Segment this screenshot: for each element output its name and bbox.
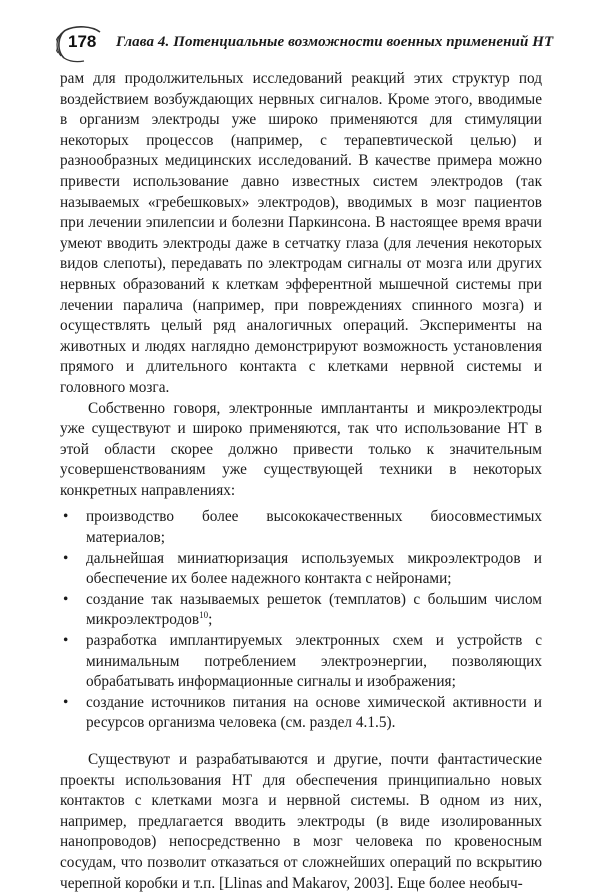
- list-item-punct: ;: [208, 611, 213, 629]
- page-header: [56, 24, 556, 64]
- paragraph-continued: рам для продолжительных исследований реакций этих структур под воздействием возбуждающих нервных сигналов. Кроме этого, вводимые в организм электроды уже широко применяются для стимуляции некоторых процессов (например, с терапевтической целью) и разнообразных медицинских исследований. В качестве примера можно привести использование давно известных систем электродов (так называемых «гребешковых» электродов), вводимых в мозг пациентов при лечении эпилепсии и болезни Паркинсона. В настоящее время врачи умеют вводить электроды даже в сетчатку глаза (для лечения некоторых видов слепоты), передавать по электродам сигналы от мозга или других нервных образований к клеткам эфферентной мышечной системы при лечении паралича (например, при повреждениях спинного мозга) и осуществлять целый ряд аналогичных операций. Эксперименты на животных и людях наглядно демонстрируют возможность установления прямого и длительного контакта с клетками нервной системы и головного мозга.: [60, 70, 542, 396]
- running-head: Глава 4. Потенциальные возможности военных применений НТ: [116, 34, 554, 50]
- bullet-icon: •: [63, 590, 69, 608]
- page-body: [60, 69, 542, 894]
- page-number-badge: [56, 24, 106, 64]
- list-item: [60, 590, 542, 631]
- paragraph: Собственно говоря, электронные имплантанты и микроэлектроды уже существуют и широко применяются, так что использование НТ в этой области скорее должно привести только к значительным усовершенствованиям уже существующей техники в некоторых конкретных направлениях:: [60, 399, 542, 499]
- paragraph: Существуют и разрабатываются и другие, почти фантастические проекты использования НТ для обеспечения принципиально новых контактов с клетками мозга и нервной системы. В одном из них, например, предлагается вводить электроды (в виде изолированных нанопроводов) непосредственно в мозг человека по кровеносным сосудам, что позволит отказаться от сложнейших операций по вскрытию черепной коробки и т.п. [Llinas and Makarov, 2003]. Еще более необыч-: [60, 751, 542, 892]
- bullet-icon: •: [63, 508, 69, 526]
- spacer: [60, 742, 542, 750]
- list-item: [60, 693, 542, 734]
- bullet-icon: •: [63, 549, 69, 567]
- bullet-list: [60, 507, 542, 734]
- list-item: [60, 507, 542, 548]
- bullet-icon: •: [63, 693, 69, 711]
- list-item-text: создание так называемых решеток (темплатов) с большим числом микроэлектродов: [86, 590, 542, 629]
- list-item-text: дальнейшая миниатюризация используемых микроэлектродов и обеспечение их более надежного контакта с нейронами;: [86, 549, 542, 588]
- list-item-text: разработка имплантируемых электронных схем и устройств с минимальным потреблением электроэнергии, позволяющих обрабатывать информационные сигналы и изображения;: [86, 632, 542, 691]
- list-item-text: создание источников питания на основе химической активности и ресурсов организма человека (см. раздел 4.1.5).: [86, 693, 542, 732]
- page-number: 178: [68, 32, 97, 51]
- list-item-text: производство более высококачественных биосовместимых материалов;: [86, 508, 542, 547]
- footnote-marker: 10: [199, 610, 209, 621]
- list-item: [60, 549, 542, 590]
- list-item: [60, 631, 542, 693]
- bullet-icon: •: [63, 632, 69, 650]
